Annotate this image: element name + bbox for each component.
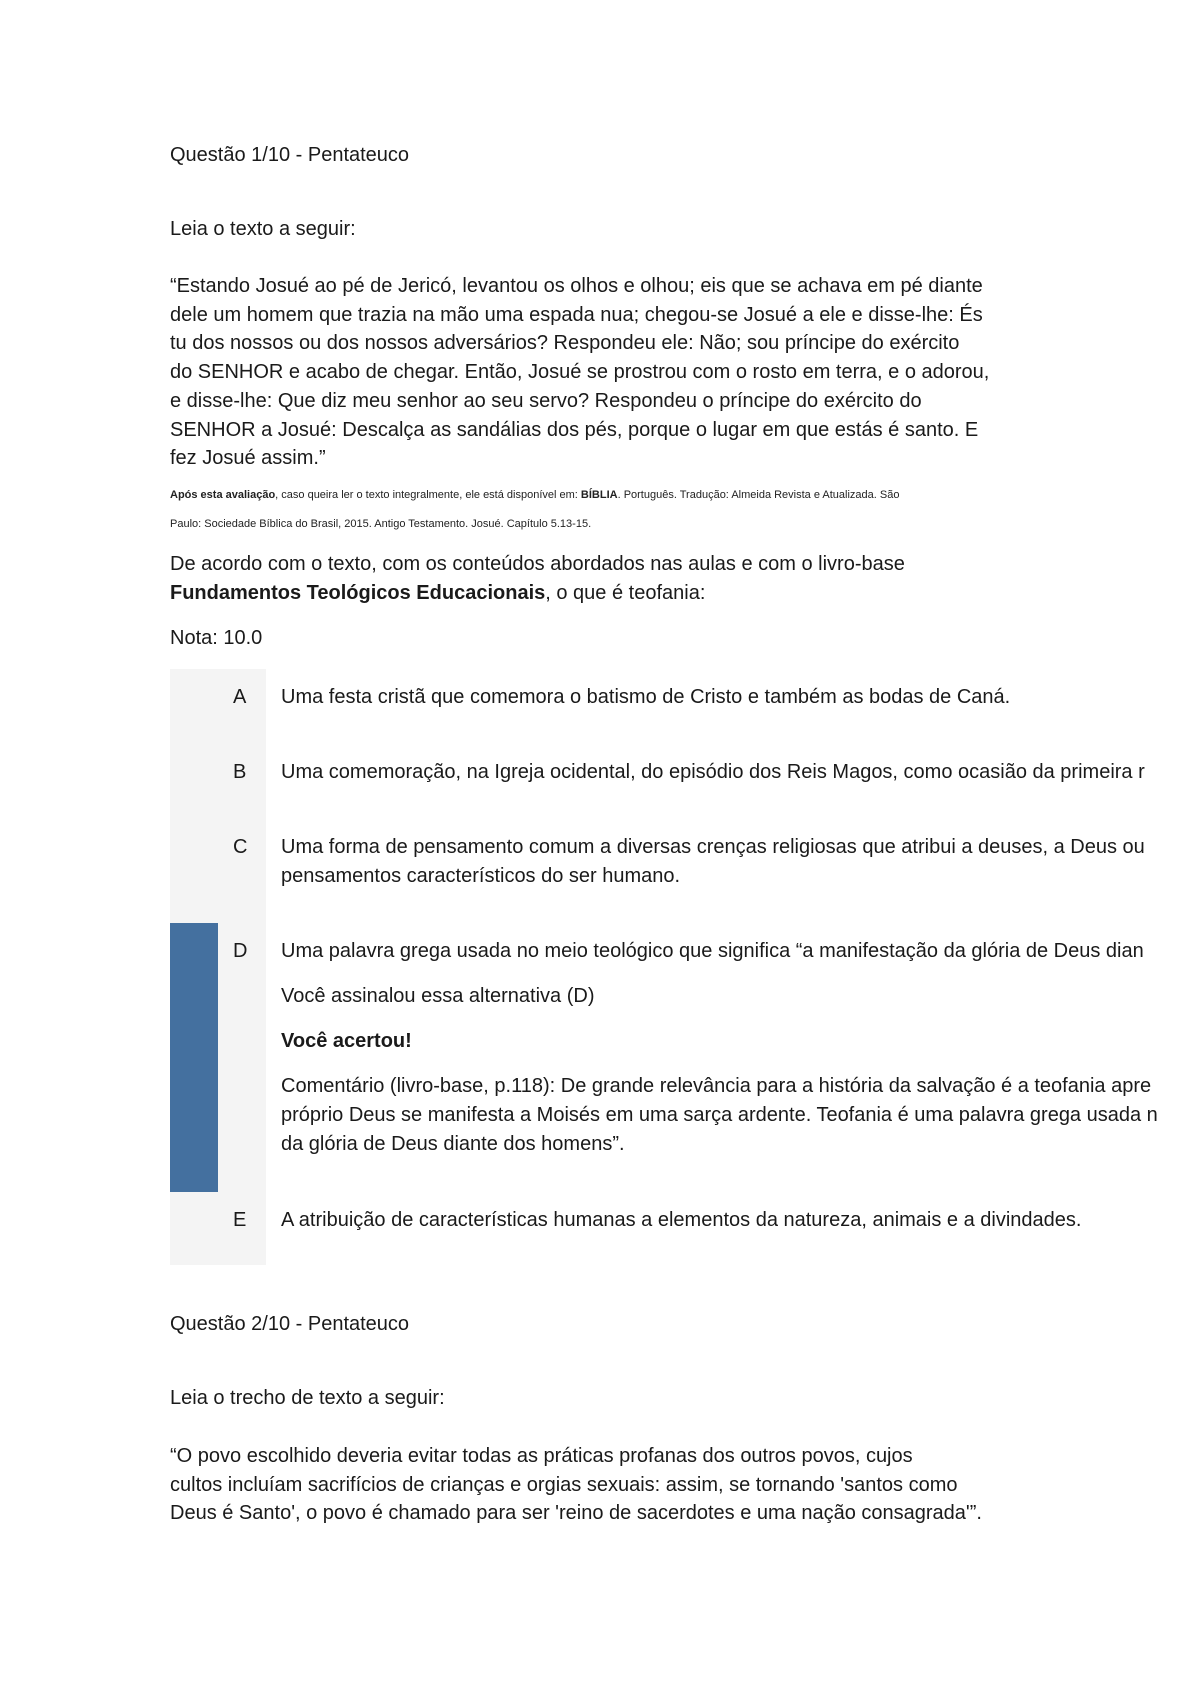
quote-line: Deus é Santo', o povo é chamado para ser 'reino de sacerdotes e uma nação consagrada'”.: [170, 1502, 982, 1525]
quote-line: dele um homem que trazia na mão uma espada nua; chegou-se Josué a ele e disse-lhe: És: [170, 303, 983, 326]
prompt-line-rest: , o que é teofania:: [545, 582, 706, 604]
option-c-text[interactable]: [281, 833, 1145, 891]
option-e-letter: E: [233, 1209, 247, 1231]
reference-lead: Após esta avaliação: [170, 489, 276, 501]
option-e-line: A atribuição de características humanas a elementos da natureza, animais e a divindades.: [281, 1209, 1082, 1231]
comment-line: próprio Deus se manifesta a Moisés em uma sarça ardente. Teofania é uma palavra grega usada n: [281, 1104, 1158, 1126]
quote-line: fez Josué assim.”: [170, 447, 326, 470]
option-c-line: Uma forma de pensamento comum a diversas crenças religiosas que atribui a deuses, a Deus ou: [281, 836, 1145, 858]
option-c-letter: C: [233, 836, 248, 858]
question-2-quote: [170, 1442, 1050, 1528]
question-1-grade: Nota: 10.0: [170, 627, 263, 649]
option-d-result: Você acertou!: [281, 1030, 412, 1052]
quote-line: “Estando Josué ao pé de Jericó, levantou os olhos e olhou; eis que se achava em pé diante: [170, 275, 983, 297]
option-b-text[interactable]: [281, 758, 1145, 787]
quote-reference-line-2: Paulo: Sociedade Bíblica do Brasil, 2015. Antigo Testamento. Josué. Capítulo 5.13-15.: [170, 518, 592, 530]
quote-line: e disse-lhe: Que diz meu senhor ao seu servo? Respondeu o príncipe do exército do: [170, 389, 922, 412]
quote-line: “O povo escolhido deveria evitar todas as práticas profanas dos outros povos, cujos: [170, 1445, 913, 1467]
comment-line: da glória de Deus diante dos homens”.: [281, 1133, 625, 1155]
question-1-quote: [170, 272, 1050, 473]
prompt-line: [170, 579, 905, 608]
option-a-letter: A: [233, 686, 247, 708]
quote-line: do SENHOR e acabo de chegar. Então, Josué se prostrou com o rosto em terra, e o adorou,: [170, 361, 990, 384]
option-d-comment: [281, 1072, 1158, 1159]
question-2-intro: Leia o trecho de texto a seguir:: [170, 1387, 445, 1409]
option-d-text[interactable]: [281, 937, 1144, 966]
quote-line: cultos incluíam sacrifícios de crianças e orgias sexuais: assim, se tornando 'santos como: [170, 1473, 958, 1496]
question-1-prompt: [170, 550, 905, 608]
selected-option-indicator: [170, 923, 218, 1192]
quote-line: SENHOR a Josué: Descalça as sandálias dos pés, porque o lugar em que estás é santo. E: [170, 418, 979, 441]
question-2-title: Questão 2/10 - Pentateuco: [170, 1313, 410, 1335]
book-title: Fundamentos Teológicos Educacionais: [170, 582, 546, 604]
option-a-line: Uma festa cristã que comemora o batismo de Cristo e também as bodas de Caná.: [281, 686, 1011, 708]
option-c-line: pensamentos característicos do ser humano.: [281, 865, 681, 887]
question-1-title: Questão 1/10 - Pentateuco: [170, 144, 410, 166]
quote-line: tu dos nossos ou dos nossos adversários? Respondeu ele: Não; sou príncipe do exército: [170, 332, 960, 355]
option-b-letter: B: [233, 761, 247, 783]
prompt-line: De acordo com o texto, com os conteúdos abordados nas aulas e com o livro-base: [170, 553, 905, 575]
comment-line: Comentário (livro-base, p.118): De grande relevância para a história da salvação é a teofania apre: [281, 1075, 1152, 1097]
option-d-selected-note: Você assinalou essa alternativa (D): [281, 985, 595, 1007]
option-a-text[interactable]: [281, 683, 1010, 712]
reference-lead-rest: , caso queira ler o texto integralmente, ele está disponível em:: [275, 489, 581, 501]
option-d-line: Uma palavra grega usada no meio teológico que significa “a manifestação da glória de Deus dian: [281, 940, 1144, 962]
option-e-text[interactable]: [281, 1206, 1081, 1235]
reference-source-rest: . Português. Tradução: Almeida Revista e Atualizada. São: [617, 489, 900, 501]
option-b-line: Uma comemoração, na Igreja ocidental, do episódio dos Reis Magos, como ocasião da primeira r: [281, 761, 1145, 783]
quote-reference-line-1: [170, 488, 899, 502]
reference-source: BÍBLIA: [580, 489, 618, 501]
option-d-letter: D: [233, 940, 248, 962]
question-1-intro: Leia o texto a seguir:: [170, 218, 356, 240]
